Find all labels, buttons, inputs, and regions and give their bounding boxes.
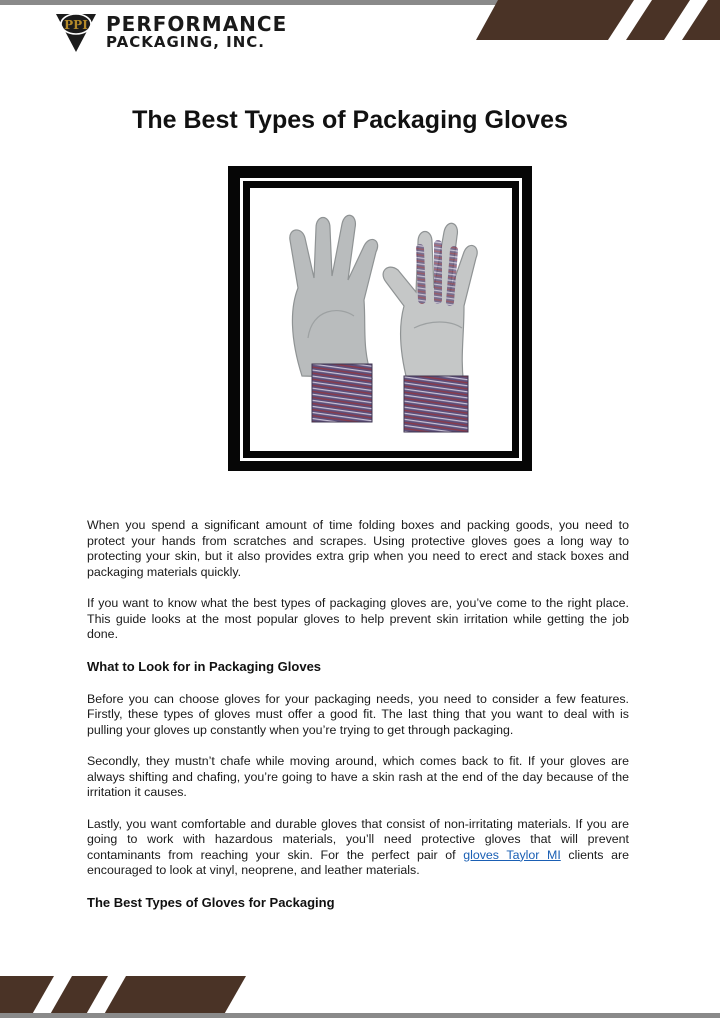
bottom-rule (0, 1013, 720, 1018)
company-logo[interactable] (54, 10, 288, 54)
fit-paragraph: Before you can choose gloves for your packaging needs, you need to consider a few features. Firstly, these types of gloves must offer a good fit. The last thing that you want to deal with is pulling your gloves up constantly when you’re trying to get through packaging. (87, 691, 629, 737)
gloves-illustration (250, 188, 512, 451)
section-heading-best-types: The Best Types of Gloves for Packaging (87, 894, 335, 910)
logo-shield-icon (54, 10, 98, 54)
logo-mark-letters: PPI (64, 18, 88, 32)
left-glove (290, 215, 378, 422)
intro-paragraph: When you spend a significant amount of time folding boxes and packing goods, you need to protect your hands from scratches and scrapes. Using protective gloves goes a long way to protecting your skin, but it also provides extra grip when you need to erect and stack boxes and packaging materials quickly. (87, 518, 629, 579)
materials-text-before: Lastly, you want comfortable and durable gloves that consist of non-irritating materials. If you are going to work with hazardous materials, you’ll need protective gloves that will prevent contaminants from reaching your skin. For the perfect pair of (87, 816, 629, 862)
guide-paragraph: If you want to know what the best types of packaging gloves are, you’ve come to the right place. This guide looks at the most popular gloves to help prevent skin irritation while getting the job done. (87, 596, 629, 641)
logo-name-line1: PERFORMANCE (106, 12, 288, 36)
materials-text-after: clients are encouraged to look at vinyl, neoprene, and leather materials. (87, 847, 629, 877)
article-body (87, 518, 629, 928)
section-heading-what-to-look-for: What to Look for in Packaging Gloves (87, 658, 322, 674)
gloves-image (228, 166, 532, 471)
page-title: The Best Types of Packaging Gloves (132, 106, 568, 134)
materials-paragraph (87, 817, 629, 879)
bottom-decor-band (0, 976, 246, 1018)
chafe-paragraph: Secondly, they mustn’t chafe while moving around, which comes back to fit. If your gloves are always shifting and chafing, you’re going to have a skin rash at the end of the day because of the irritation it causes. (87, 754, 629, 799)
top-decor-band (476, 0, 720, 40)
gloves-taylor-mi-link[interactable]: gloves Taylor MI (463, 847, 561, 862)
logo-name-line2: PACKAGING, INC. (106, 33, 265, 51)
right-glove (383, 223, 477, 432)
